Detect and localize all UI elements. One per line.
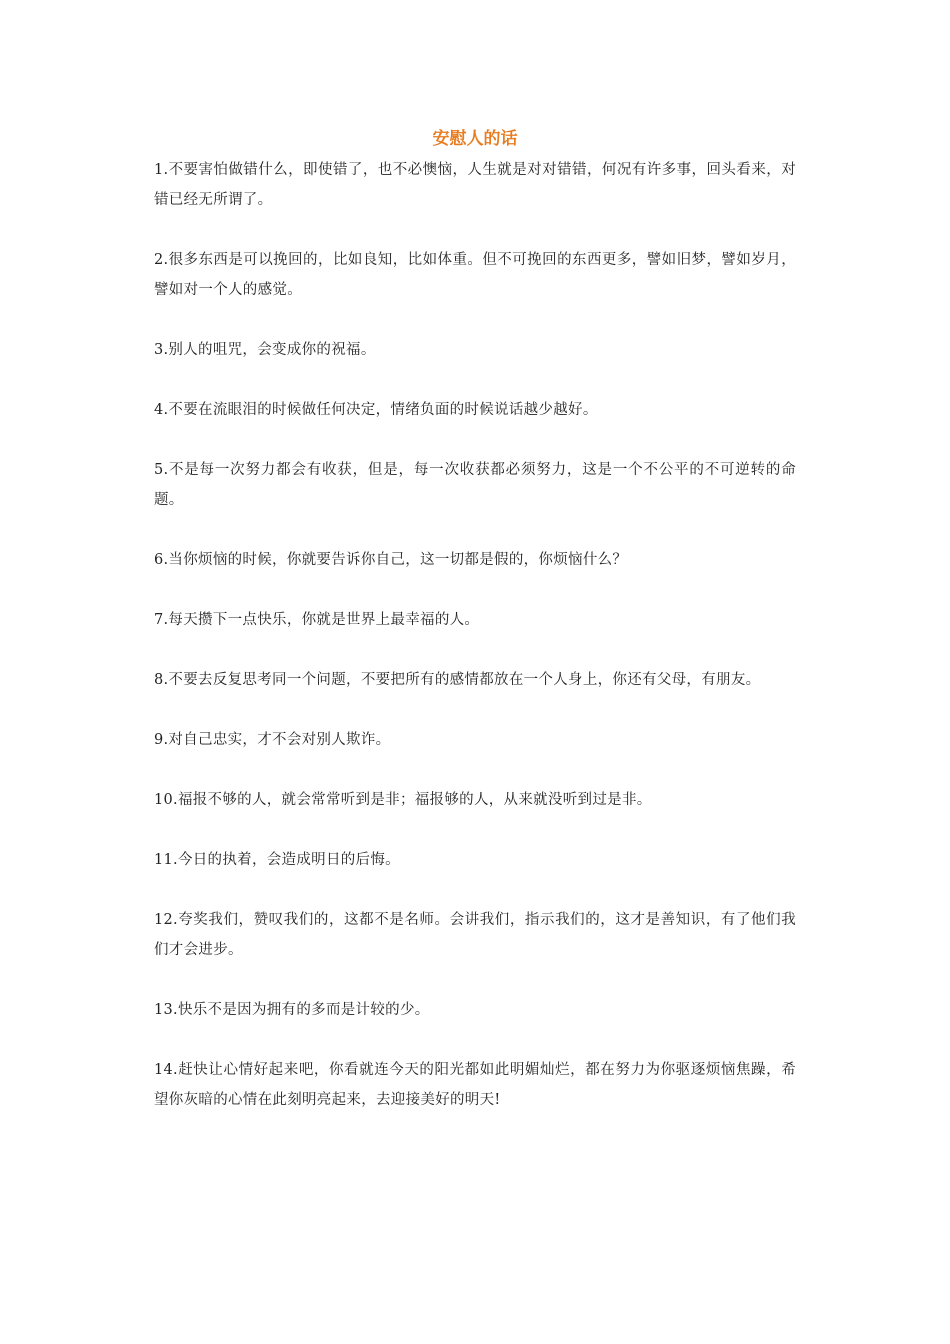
quote-item: 8.不要去反复思考同一个问题，不要把所有的感情都放在一个人身上，你还有父母，有朋友。 [154,672,761,688]
quote-item: 3.别人的咀咒，会变成你的祝福。 [154,342,376,358]
quote-item: 9.对自己忠实，才不会对别人欺诈。 [154,732,391,748]
quote-item: 6.当你烦恼的时候，你就要告诉你自己，这一切都是假的，你烦恼什么？ [154,552,628,568]
quote-item: 14.赶快让心情好起来吧，你看就连今天的阳光都如此明媚灿烂，都在努力为你驱逐烦恼焦躁，希望你灰暗的心情在此刻明亮起来，去迎接美好的明天! [154,1062,796,1108]
quote-item: 10.福报不够的人，就会常常听到是非；福报够的人，从来就没听到过是非。 [154,792,652,808]
quote-item: 13.快乐不是因为拥有的多而是计较的少。 [154,1002,430,1018]
quote-item: 4.不要在流眼泪的时候做任何决定，情绪负面的时候说话越少越好。 [154,402,598,418]
quote-item: 12.夸奖我们，赞叹我们的，这都不是名师。会讲我们，指示我们的，这才是善知识，有了他们我们才会进步。 [154,912,796,958]
quote-item: 11.今日的执着，会造成明日的后悔。 [154,852,400,868]
document-title: 安慰人的话 [432,129,518,149]
quote-item: 2.很多东西是可以挽回的，比如良知，比如体重。但不可挽回的东西更多，譬如旧梦，譬如岁月，譬如对一个人的感觉。 [154,252,796,298]
quote-item: 5.不是每一次努力都会有收获，但是，每一次收获都必须努力，这是一个不公平的不可逆转的命题。 [154,462,796,508]
quote-list [154,155,796,1145]
quote-item: 1.不要害怕做错什么，即使错了，也不必懊恼，人生就是对对错错，何况有许多事，回头看来，对错已经无所谓了。 [154,162,796,208]
quote-item: 7.每天攒下一点快乐，你就是世界上最幸福的人。 [154,612,480,628]
